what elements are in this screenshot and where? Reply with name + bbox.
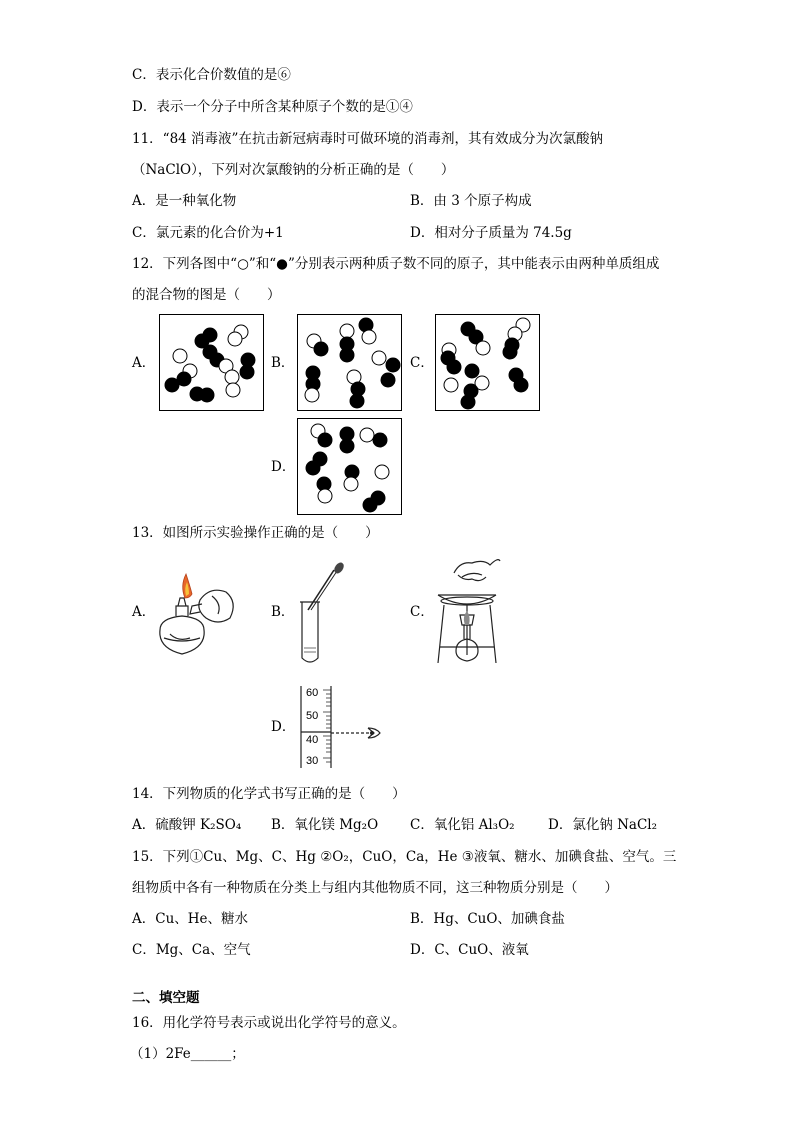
q12-stem-line2: 的混合物的图是（ ） [132,287,281,303]
alcohol-lamp-lighting-figure [152,568,242,660]
q12-diagram-b [297,314,402,411]
q13-label-a: A． [132,604,156,620]
q15-stem-line1: 15．下列①Cu、Mg、C、Hg ②O₂，CuO，Ca，He ③液氧、糖水、加碘食盐、空气。三 [132,849,677,865]
q15-option-b: B．Hg、CuO、加碘食盐 [410,911,565,927]
q10-option-d: D．表示一个分子中所含某种原子个数的是①④ [132,99,413,115]
q16-stem: 16．用化学符号表示或说出化学符号的意义。 [132,1015,406,1031]
particle-diagram-b [298,315,403,412]
q11-stem-line1: 11．“84 消毒液”在抗击新冠病毒时可做环境的消毒剂，其有效成分为次氯酸钠 [132,131,603,147]
cylinder-tick-60: 60 [306,687,319,699]
q12-label-c: C． [410,355,434,371]
evaporating-dish-figure [432,555,502,667]
q15-option-a: A．Cu、He、糖水 [132,911,249,927]
q13-stem: 13．如图所示实验操作正确的是（ ） [132,525,379,541]
q14-option-d: D．氯化钠 NaCl₂ [548,817,658,833]
q12-diagram-c [435,314,540,411]
q14-option-a: A．硫酸钾 K₂SO₄ [132,817,242,833]
q11-option-a: A．是一种氧化物 [132,193,237,209]
q15-option-c: C．Mg、Ca、空气 [132,942,251,958]
cylinder-tick-30: 30 [306,755,319,767]
q14-option-c: C．氧化铝 Al₃O₂ [410,817,515,833]
q13-label-c: C． [410,604,434,620]
q11-option-d: D．相对分子质量为 74.5g [410,225,572,241]
q12-diagram-a [159,314,264,411]
q11-stem-line2: （NaClO），下列对次氯酸钠的分析正确的是（ ） [132,162,455,178]
dropper-test-tube-figure [296,562,356,666]
q14-stem: 14．下列物质的化学式书写正确的是（ ） [132,786,406,802]
q12-diagram-d [297,418,402,515]
q12-label-a: A． [132,355,156,371]
section-fill-in-heading: 二、填空题 [132,990,200,1006]
cylinder-tick-50: 50 [306,710,319,722]
q11-option-b: B．由 3 个原子构成 [410,193,532,209]
graduated-cylinder-figure [298,684,388,768]
q15-stem-line2: 组物质中各有一种物质在分类上与组内其他物质不同，这三种物质分别是（ ） [132,880,618,896]
particle-diagram-a [160,315,265,412]
q15-option-d: D．C、CuO、液氧 [410,942,529,958]
cylinder-tick-40: 40 [306,734,319,746]
q11-option-c: C．氯元素的化合价为+1 [132,225,284,241]
q12-label-d: D． [271,459,296,475]
q13-label-d: D． [271,719,296,735]
q12-label-b: B． [271,355,295,371]
particle-diagram-d [298,419,403,516]
q10-option-c: C．表示化合价数值的是⑥ [132,67,291,83]
q16-part1: （1）2Fe______； [130,1046,245,1062]
q14-option-b: B．氧化镁 Mg₂O [271,817,379,833]
particle-diagram-c [436,315,541,412]
q12-stem-line1: 12．下列各图中“○”和“●”分别表示两种质子数不同的原子，其中能表示由两种单质组成 [132,256,660,272]
q13-label-b: B． [271,604,295,620]
